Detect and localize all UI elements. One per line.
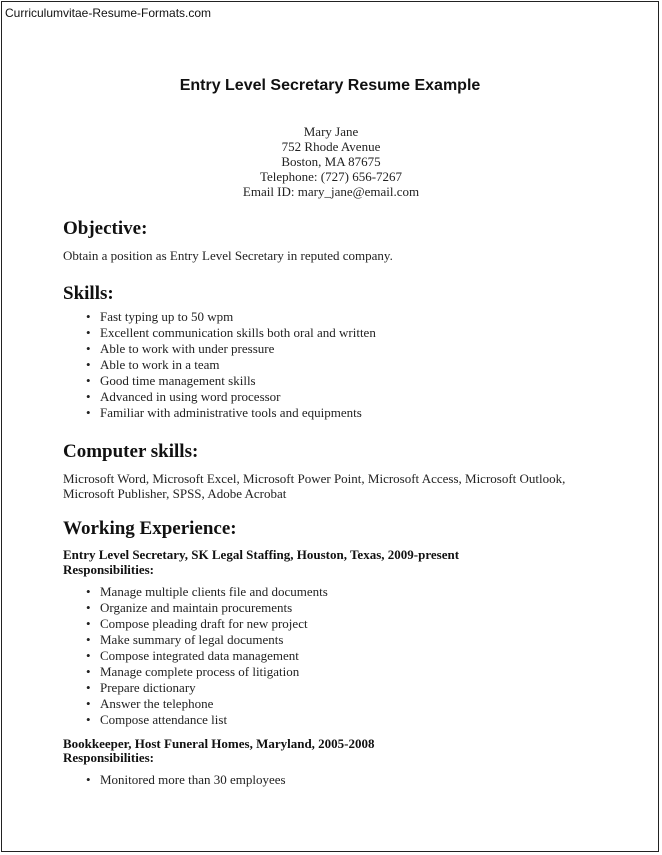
job-title: Bookkeeper, Host Funeral Homes, Maryland, 2005-2008: [63, 736, 375, 751]
computer-skills-heading: Computer skills:: [63, 441, 199, 462]
page-title: Entry Level Secretary Resume Example: [179, 77, 481, 94]
list-item: • Organize and maintain procurements: [0, 600, 328, 616]
computer-skills-line-1: Microsoft Word, Microsoft Excel, Microsoft Power Point, Microsoft Access, Microsoft Outlook,: [63, 471, 566, 486]
contact-address: 752 Rhode Avenue: [281, 139, 381, 154]
list-item: • Advanced in using word processor: [0, 389, 376, 405]
list-item: • Compose attendance list: [0, 712, 328, 728]
job-title: Entry Level Secretary, SK Legal Staffing, Houston, Texas, 2009-present: [63, 547, 460, 562]
list-item: • Familiar with administrative tools and equipments: [0, 405, 376, 421]
responsibilities-label: Responsibilities:: [63, 750, 155, 765]
contact-telephone: Telephone: (727) 656-7267: [259, 169, 403, 184]
contact-email: Email ID: mary_jane@email.com: [242, 184, 420, 199]
list-item: • Fast typing up to 50 wpm: [0, 309, 376, 325]
list-item: • Prepare dictionary: [0, 680, 328, 696]
list-item: • Answer the telephone: [0, 696, 328, 712]
responsibilities-label: Responsibilities:: [63, 562, 155, 577]
list-item: • Compose integrated data management: [0, 648, 328, 664]
list-item: • Able to work in a team: [0, 357, 376, 373]
objective-heading: Objective:: [63, 218, 148, 239]
list-item: • Manage complete process of litigation: [0, 664, 328, 680]
skills-heading: Skills:: [63, 283, 114, 304]
list-item: • Make summary of legal documents: [0, 632, 328, 648]
list-item: • Good time management skills: [0, 373, 376, 389]
contact-name: Mary Jane: [303, 124, 359, 139]
job-responsibilities-list: [0, 584, 328, 728]
contact-city: Boston, MA 87675: [281, 154, 381, 169]
objective-text: Obtain a position as Entry Level Secretary in reputed company.: [63, 248, 393, 263]
experience-heading: Working Experience:: [63, 518, 237, 539]
list-item: • Monitored more than 30 employees: [0, 772, 286, 788]
watermark-text: Curriculumvitae-Resume-Formats.com: [5, 6, 212, 20]
list-item: • Manage multiple clients file and documents: [0, 584, 328, 600]
skills-list: [0, 309, 376, 421]
computer-skills-line-2: Microsoft Publisher, SPSS, Adobe Acrobat: [63, 486, 287, 501]
contact-block: [0, 124, 662, 199]
job-responsibilities-list: [0, 772, 286, 788]
list-item: • Compose pleading draft for new project: [0, 616, 328, 632]
list-item: • Excellent communication skills both oral and written: [0, 325, 376, 341]
list-item: • Able to work with under pressure: [0, 341, 376, 357]
